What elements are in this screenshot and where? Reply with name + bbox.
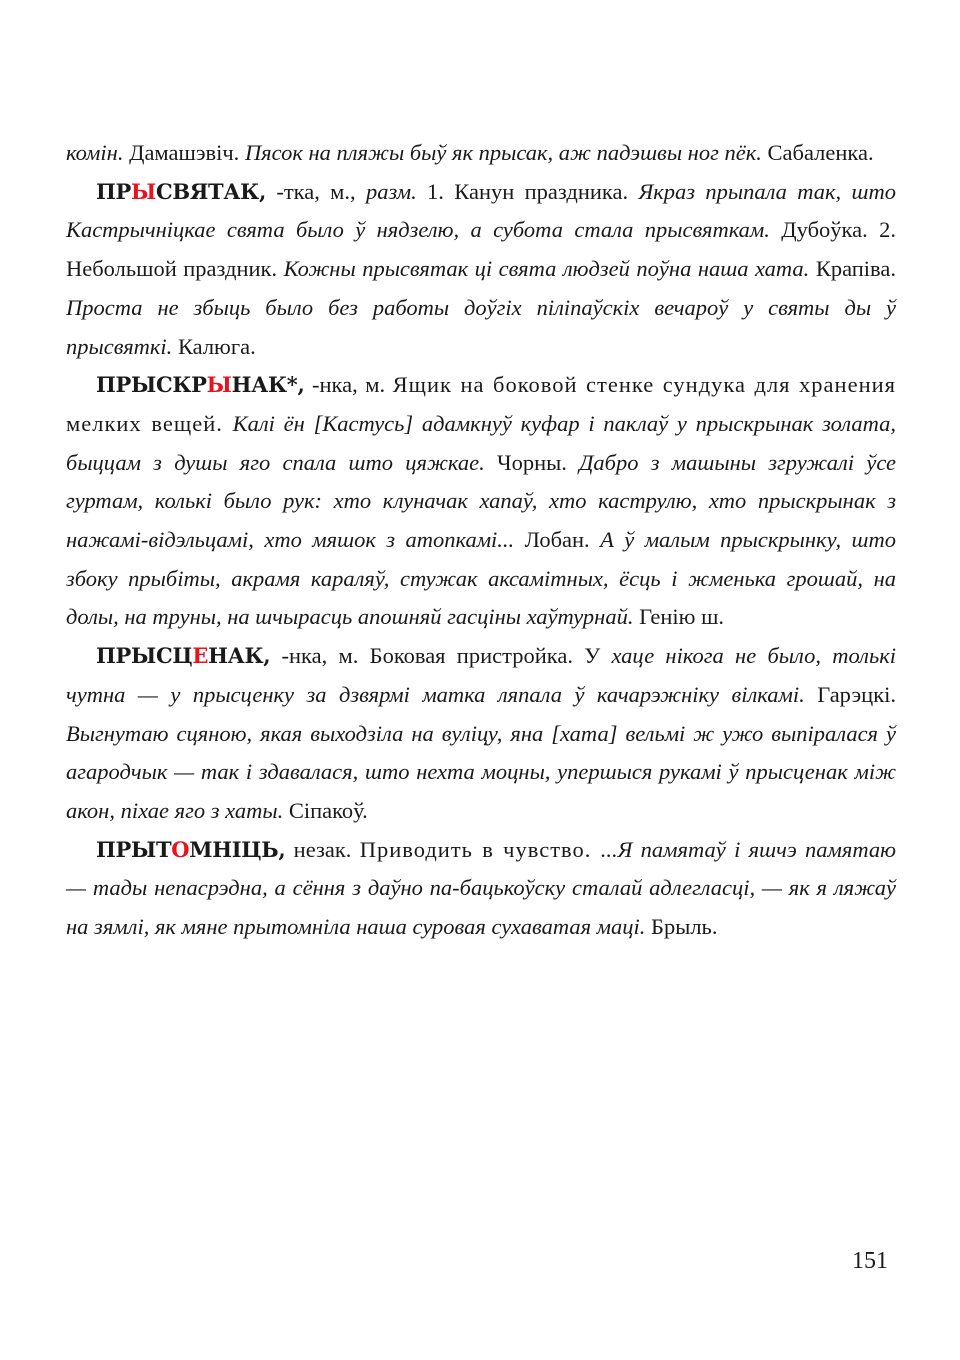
example-text: ...Я памятаў і яшчэ памятаю — тады непасрэдна, а сёння з даўно па-бацькоўску сталай адлегласці, — як я ляжаў на зямлі, як мяне прытомніла наша суровая сухаватая маці. [66, 836, 897, 940]
entry-prytomnits [66, 831, 896, 947]
stressed-vowel: Ы [131, 178, 156, 204]
entry-pryskrynak [66, 366, 896, 637]
example-text: Кожны прысвятак ці свята людзей поўна наша хата. [283, 256, 810, 282]
stressed-vowel: Е [192, 643, 209, 669]
headword-part: НАК*, [231, 372, 305, 398]
stressed-vowel: Ы [206, 372, 232, 398]
usage-label: разм. [366, 178, 417, 204]
headword-part: НАК, [208, 643, 271, 669]
source-author: Чорны. [484, 449, 580, 475]
headword-part: МНІЦЬ, [189, 836, 286, 862]
example-lead: У [584, 643, 612, 669]
grammar-info: -тка, м., [266, 178, 367, 204]
entry-prystsenak [66, 637, 896, 831]
source-author: Генію ш. [633, 604, 725, 630]
continuation-paragraph [66, 134, 896, 173]
source-author: Лобан. [514, 527, 601, 553]
stressed-vowel: О [171, 836, 190, 862]
example-text: Калі ён [Кастусь] адамкнуў куфар і паклаў у прыскрынак золата, быццам з душы яго спала што цяжкае. [66, 410, 896, 475]
source-author: Крапіва. [809, 256, 896, 282]
definition: Приводить в чувство. [359, 836, 601, 862]
source-author: Сабаленка. [761, 140, 874, 165]
definition: 1. Канун праздника. [416, 178, 639, 204]
grammar-info: -нка, м. [304, 372, 393, 398]
headword-part: ПРЫСЦ [96, 643, 193, 669]
example-text: Якраз прыпала так, што Кастрычніцкае свята было ў нядзелю, а субота стала прысвяткам. [66, 178, 896, 243]
headword-part: ПРЫСКР [96, 372, 207, 398]
example-text: хаце нікога не было, толькі чутна — у прысценку за дзвярмі матка ляпала ў качарэжніку вілкамі. [66, 643, 897, 707]
source-author: Сіпакоў. [283, 797, 368, 823]
example-text: Пясок на пляжы быў як прысак, аж падэшвы ног пёк. [244, 140, 762, 165]
example-text: Проста не збыць было без работы доўгіх пілiпаўскіх вечароў у святы ды ў прысвяткі. [66, 294, 896, 359]
headword-part: ПР [96, 178, 132, 204]
source-author: Калюга. [172, 333, 256, 359]
headword [96, 643, 270, 668]
example-text: Дабро з машыны згружалі ўсе гуртам, колькі было рук: хто клуначак хапаў, хто каструлю, хто прыскрынак з нажамі-відэльцамі, хто мяшок з атопкамі... [66, 449, 897, 553]
entry-prysviatak [66, 173, 896, 367]
grammar-info: незак. [285, 836, 360, 862]
example-text: Выгнутаю сцяною, якая выходзіла на вуліцу, яна [хата] вельмі ж ужо выпіралася ў агародчык — так і здавалася, што нехта моцны, упершыся рукамі ў прысценак між акон, піхае яго з хаты. [66, 720, 896, 823]
source-author: Дубоўка. [769, 217, 880, 243]
headword [96, 372, 304, 397]
headword-part: ПРЫТ [96, 836, 172, 862]
source-author: Гарэцкі. [804, 681, 896, 707]
headword-part: СВЯТАК, [155, 178, 266, 204]
grammar-info: -нка, м. [270, 643, 370, 669]
source-author: Брыль. [645, 914, 718, 940]
definition: Ящик на боковой стенке сундука для хранения мелких вещей. [66, 372, 897, 436]
example-text: А ў малым прыскрынку, што збоку прыбіты, акрамя караляў, стужак аксамітных, ёсць і жменька грошай, на долы, на труны, на шчырасць апошняй гасціны хаўтурнай. [66, 527, 896, 630]
source-author: Дамашэвіч. [123, 140, 245, 165]
headword [96, 837, 285, 862]
definition: 2. Небольшой праздник. [66, 217, 897, 282]
page-number: 151 [852, 1248, 888, 1274]
dictionary-page [66, 134, 896, 947]
example-text: комін. [66, 140, 124, 165]
definition: Боковая пристройка. [369, 643, 585, 669]
headword [96, 179, 266, 204]
